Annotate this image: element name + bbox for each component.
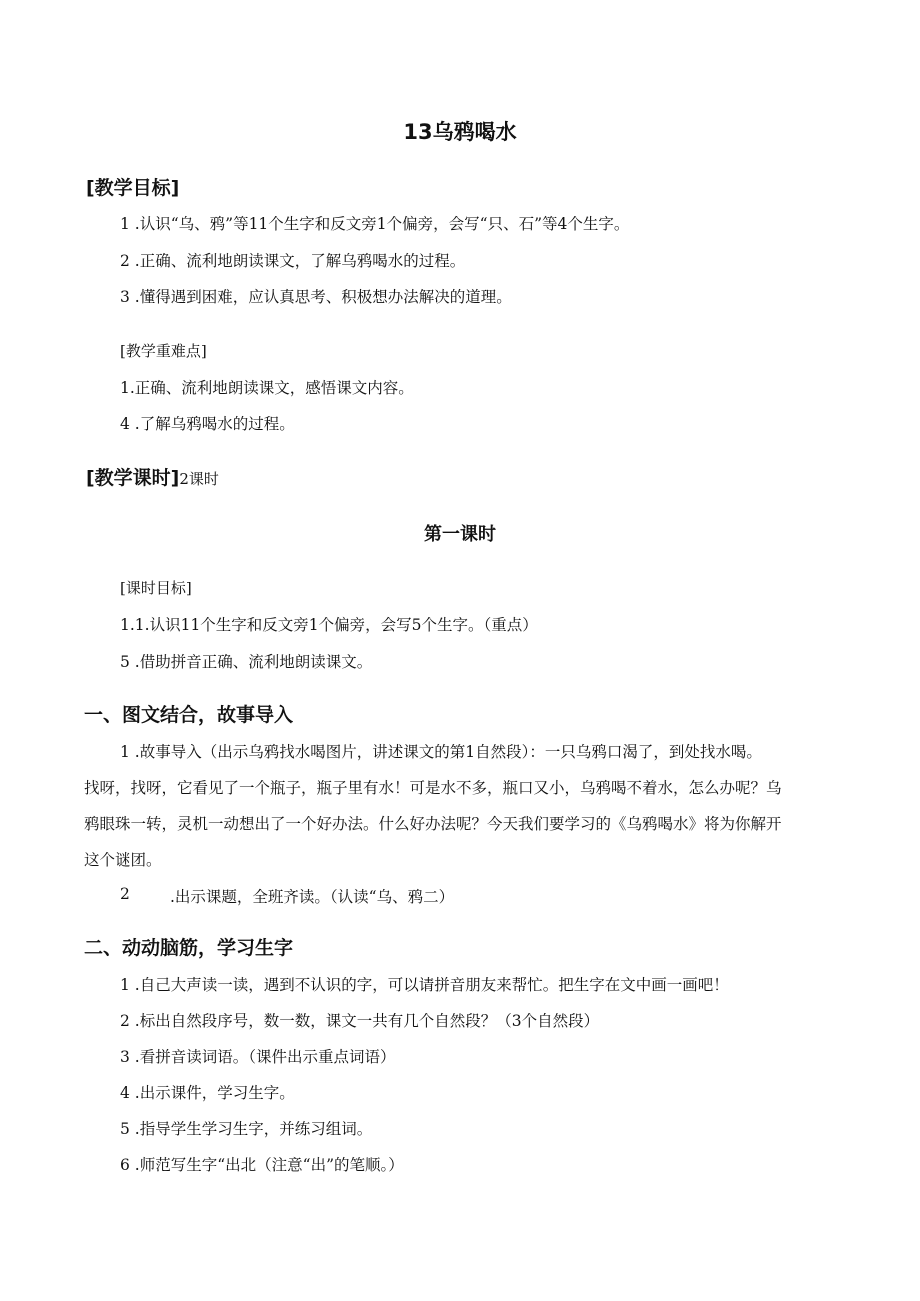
section-2-item-3: 3 .看拼音读词语。（课件出示重点词语） [120, 1048, 396, 1066]
page-title: 13乌鸦喝水 [403, 120, 517, 144]
key-difficulties-heading: [教学重难点] [120, 342, 207, 360]
teaching-hours-row [86, 463, 219, 490]
section-1-heading: 一、图文结合，故事导入 [84, 704, 294, 726]
keypoint-item-2: 4 .了解乌鸦喝水的过程。 [120, 415, 295, 433]
lesson-goals-heading: [课时目标] [120, 579, 192, 597]
section-1-item-2-text: .出示课题，全班齐读。（认读“乌、鸦二） [170, 888, 455, 906]
section-2-item-6: 6 .师范写生字“出北（注意“出”的笔顺。） [120, 1156, 404, 1174]
section-1-item-1-line-3: 鸦眼珠一转，灵机一动想出了一个好办法。什么好办法呢？今天我们要学习的《乌鸦喝水》将为你解开 [84, 815, 782, 833]
section-2-item-4: 4 .出示课件，学习生字。 [120, 1084, 295, 1102]
section-2-item-5: 5 .指导学生学习生字，并练习组词。 [120, 1120, 373, 1138]
lesson-goal-item-2: 5 .借助拼音正确、流利地朗读课文。 [120, 653, 373, 671]
goal-item-1: 1 .认识“乌、鸦”等11个生字和反文旁1个偏旁，会写“只、石”等4个生字。 [120, 215, 630, 233]
section-2-item-2: 2 .标出自然段序号，数一数，课文一共有几个自然段？（3个自然段） [120, 1012, 600, 1030]
section-2-heading: 二、动动脑筋，学习生字 [84, 937, 294, 959]
teaching-hours-value: 2课时 [179, 470, 219, 488]
teaching-goals-heading: [教学目标] [86, 177, 180, 199]
section-1-item-1-line-4: 这个谜团。 [84, 851, 162, 869]
section-1-item-1-line-2: 找呀，找呀，它看见了一个瓶子，瓶子里有水！可是水不多，瓶口又小，乌鸦喝不着水，怎么办呢？乌 [84, 779, 782, 797]
keypoint-item-1: 1.正确、流利地朗读课文，感悟课文内容。 [120, 379, 414, 397]
lesson-1-title: 第一课时 [424, 524, 496, 545]
section-1-item-1-line-1: 1 .故事导入（出示乌鸦找水喝图片，讲述课文的第1自然段）：一只乌鸦口渴了，到处找水喝。 [120, 743, 762, 761]
section-1-item-2-number: 2 [120, 885, 130, 903]
goal-item-2: 2 .正确、流利地朗读课文，了解乌鸦喝水的过程。 [120, 252, 466, 270]
goal-item-3: 3 .懂得遇到困难，应认真思考、积极想办法解决的道理。 [120, 288, 512, 306]
teaching-hours-heading: [教学课时] [86, 467, 180, 489]
lesson-goal-item-1: 1.1.认识11个生字和反文旁1个偏旁，会写5个生字。（重点） [120, 616, 538, 634]
section-2-item-1: 1 .自己大声读一读，遇到不认识的字，可以请拼音朋友来帮忙。把生字在文中画一画吧！ [120, 976, 729, 994]
